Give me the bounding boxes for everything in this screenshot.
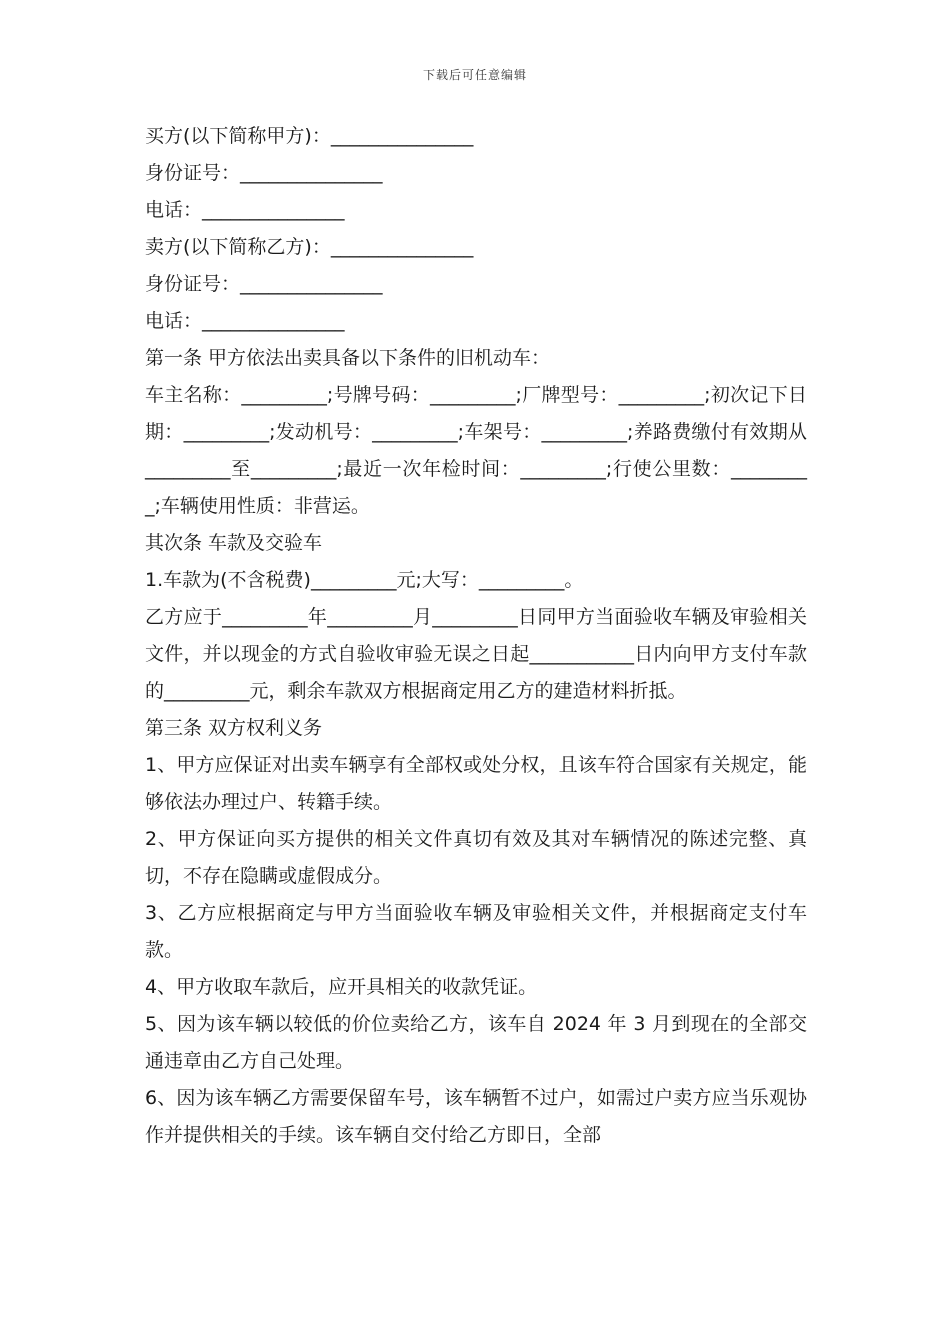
buyer-id-line: 身份证号：_______________ <box>145 162 383 184</box>
price-paragraph: 1.车款为(不含税费)_________元;大写：_________。 <box>145 569 584 591</box>
seller-id-line: 身份证号：_______________ <box>145 273 383 295</box>
inspection-payment-paragraph: 乙方应于_________年_________月_________日同甲方当面验收车辆及审验相关文件，并以现金的方式自验收审验无误之日起___________日内向甲方支付车款的_________元，剩余车款双方根据商定用乙方的建造材料折抵。 <box>145 606 807 702</box>
buyer-name-line: 买方(以下简称甲方)：_______________ <box>145 125 474 147</box>
seller-phone-line: 电话：_______________ <box>145 310 345 332</box>
vehicle-details-paragraph: 车主名称：_________;号牌号码：_________;厂牌型号：_________;初次记下日期：_________;发动机号：_________;车架号：_________;养路费缴付有效期从_________至_________;最近一次年检时间：_________;行使公里数：_________;车辆使用性质：非营运。 <box>145 384 807 517</box>
obligation-3: 3、乙方应根据商定与甲方当面验收车辆及审验相关文件，并根据商定支付车款。 <box>145 902 807 961</box>
obligation-6: 6、因为该车辆乙方需要保留车号，该车辆暂不过户，如需过户卖方应当乐观协作并提供相关的手续。该车辆自交付给乙方即日，全部 <box>145 1087 807 1146</box>
obligation-4: 4、甲方收取车款后，应开具相关的收款凭证。 <box>145 976 538 998</box>
obligation-1: 1、甲方应保证对出卖车辆享有全部权或处分权，且该车符合国家有关规定，能够依法办理过户、转籍手续。 <box>145 754 807 813</box>
article-2-heading: 其次条 车款及交验车 <box>145 532 323 554</box>
article-3-heading: 第三条 双方权利义务 <box>145 717 323 739</box>
obligation-2: 2、甲方保证向买方提供的相关文件真切有效及其对车辆情况的陈述完整、真切，不存在隐瞒或虚假成分。 <box>145 828 807 887</box>
document-body <box>145 118 807 1154</box>
buyer-phone-line: 电话：_______________ <box>145 199 345 221</box>
page-header: 下载后可任意编辑 <box>422 68 527 82</box>
seller-name-line: 卖方(以下简称乙方)：_______________ <box>145 236 474 258</box>
obligation-5: 5、因为该车辆以较低的价位卖给乙方，该车自 2024 年 3 月到现在的全部交通违章由乙方自己处理。 <box>145 1013 807 1072</box>
article-1-heading: 第一条 甲方依法出卖具备以下条件的旧机动车： <box>145 347 551 369</box>
